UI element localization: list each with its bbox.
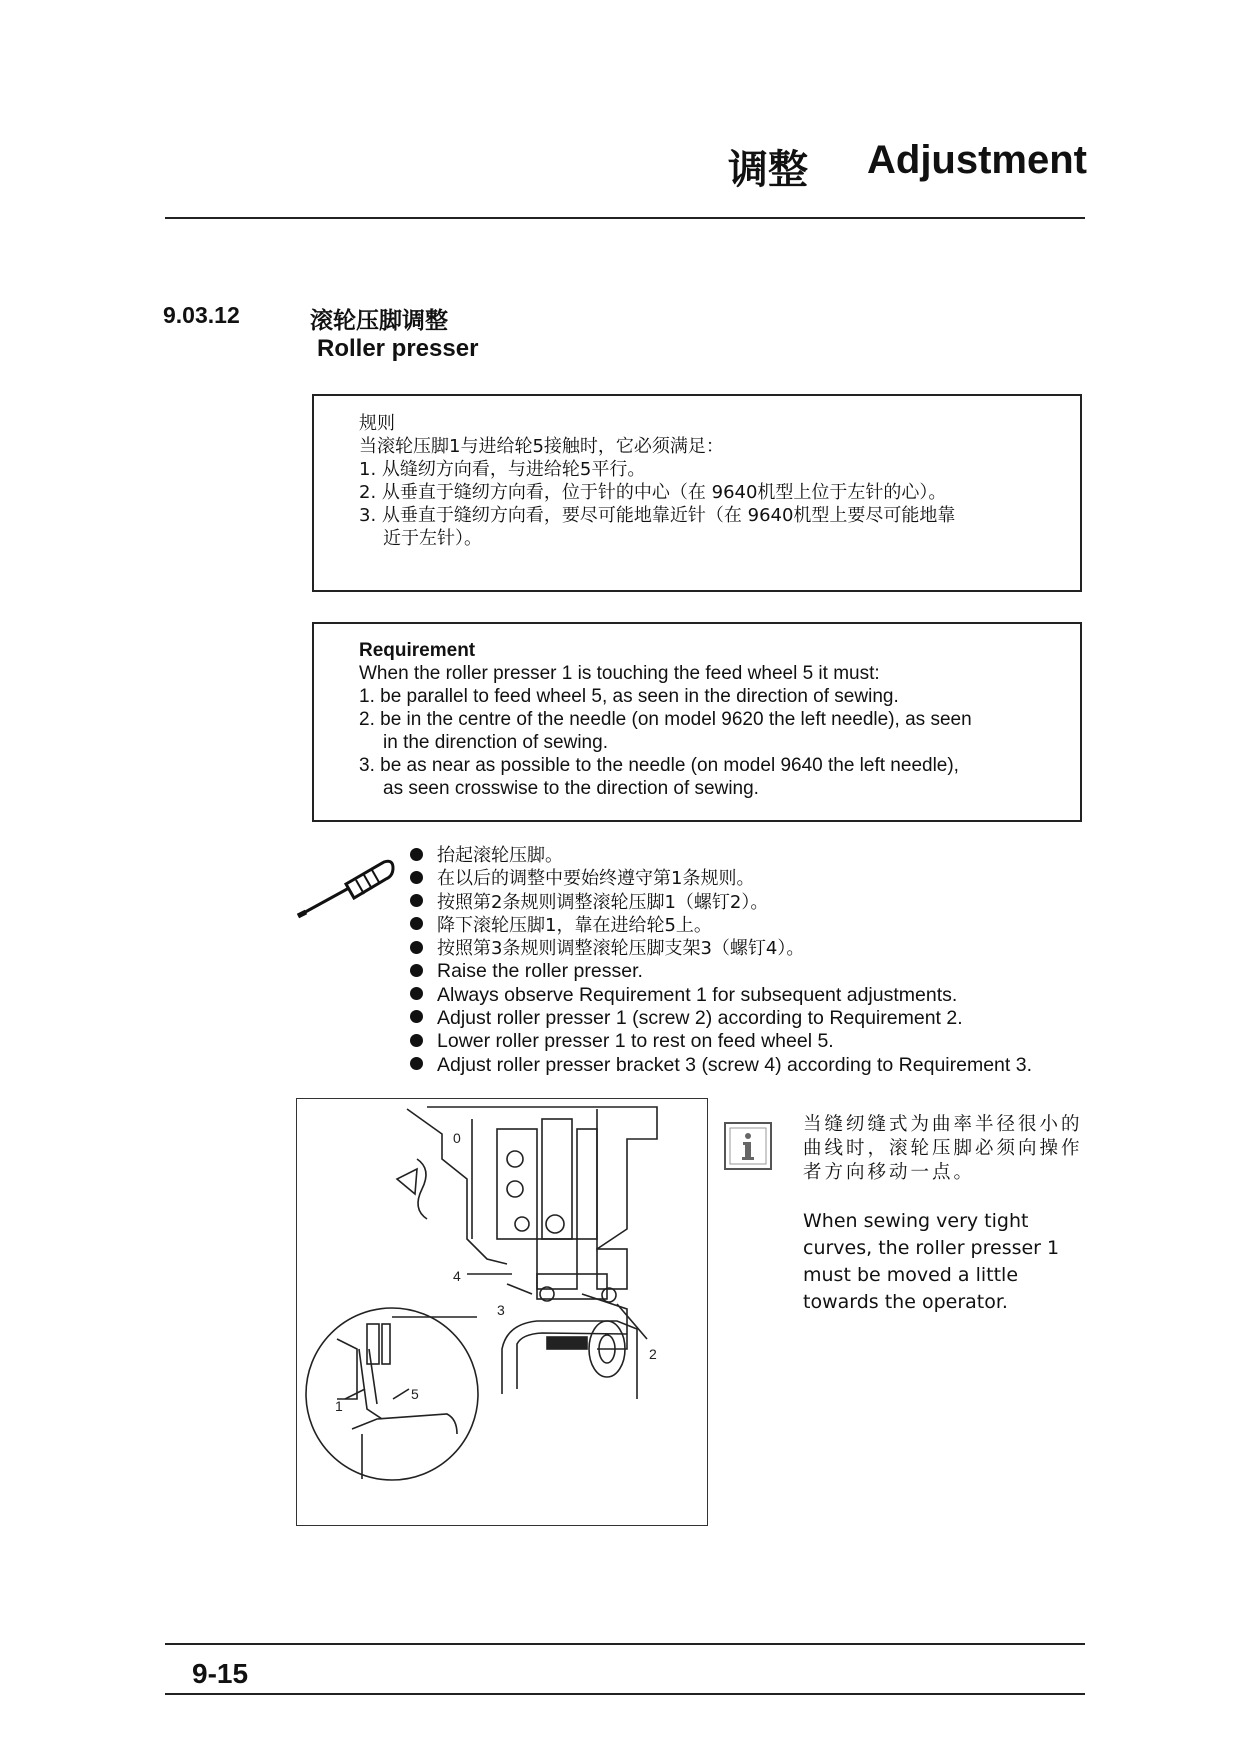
header-title-cn: 调整 [728,147,808,193]
list-item: 按照第2条规则调整滚轮压脚1（螺钉2）。 [410,891,1032,914]
bullet-icon [410,1034,423,1047]
list-item: 降下滚轮压脚1，靠在进给轮5上。 [410,914,1032,937]
page-number: 9-15 [192,1658,249,1689]
note-line: When sewing very tight [803,1210,1029,1232]
footer-rule-bottom [165,1693,1085,1695]
bullet-icon [410,964,423,977]
requirement-item: as seen crosswise to the direction of sewing. [383,778,759,799]
requirement-heading: Requirement [359,640,476,661]
rule-box-cn [312,394,1082,592]
header-title-en: Adjustment [867,138,1087,182]
rule-item-cn: 近于左针）。 [383,528,482,549]
bullet-icon [410,871,423,884]
list-item: 按照第3条规则调整滚轮压脚支架3（螺钉4）。 [410,937,1032,960]
bullet-icon [410,848,423,861]
bullet-icon [410,1057,423,1070]
note-line: curves, the roller presser 1 [803,1237,1060,1259]
bullet-icon [410,1010,423,1023]
label-5: 5 [411,1386,419,1402]
list-item: Adjust roller presser 1 (screw 2) according to Requirement 2. [410,1007,1032,1030]
note-text-cn: 当缝纫缝式为曲率半径很小的曲线时，滚轮压脚必须向操作者方向移动一点。 [803,1114,1083,1183]
label-4: 4 [453,1268,461,1284]
section-title-cn: 滚轮压脚调整 [310,308,448,334]
note-text-en [803,1208,1093,1316]
roller-presser-drawing [297,1099,706,1524]
section-title-en: Roller presser [317,335,479,362]
rule-item-cn: 3. 从垂直于缝纫方向看，要尽可能地靠近针（在 9640机型上要尽可能地靠 [359,505,956,526]
requirement-box-en [312,622,1082,822]
rule-heading-cn: 规则 [359,413,395,434]
label-1: 1 [335,1398,343,1414]
screwdriver-icon [294,854,396,920]
bullet-icon [410,941,423,954]
list-item: 在以后的调整中要始终遵守第1条规则。 [410,867,1032,890]
note-line: must be moved a little [803,1264,1019,1286]
note-line: towards the operator. [803,1291,1008,1313]
requirement-intro: When the roller presser 1 is touching the feed wheel 5 it must: [359,663,880,684]
requirement-item: 1. be parallel to feed wheel 5, as seen in the direction of sewing. [359,686,899,707]
header-rule [165,217,1085,219]
list-item: 抬起滚轮压脚。 [410,844,1032,867]
footer-rule-top [165,1643,1085,1645]
rule-item-cn: 2. 从垂直于缝纫方向看，位于针的中心（在 9640机型上位于左针的心）。 [359,482,947,503]
info-icon [724,1122,772,1170]
label-3: 3 [497,1302,505,1318]
list-item: Raise the roller presser. [410,960,1032,983]
requirement-item: 3. be as near as possible to the needle (on model 9640 the left needle), [359,755,959,776]
rule-item-cn: 1. 从缝纫方向看，与进给轮5平行。 [359,459,646,480]
label-0: 0 [453,1130,461,1146]
requirement-item: 2. be in the centre of the needle (on model 9620 the left needle), as seen [359,709,972,730]
rule-intro-cn: 当滚轮压脚1与进给轮5接触时，它必须满足： [359,436,724,457]
list-item: Always observe Requirement 1 for subsequent adjustments. [410,984,1032,1007]
bullet-icon [410,894,423,907]
bullet-icon [410,987,423,1000]
list-item: Adjust roller presser bracket 3 (screw 4) according to Requirement 3. [410,1054,1032,1077]
requirement-item: in the direnction of sewing. [383,732,608,753]
section-number: 9.03.12 [163,302,240,328]
machine-figure [296,1098,708,1526]
label-2: 2 [649,1346,657,1362]
list-item: Lower roller presser 1 to rest on feed wheel 5. [410,1030,1032,1053]
bullet-icon [410,917,423,930]
step-list [410,844,1032,1077]
